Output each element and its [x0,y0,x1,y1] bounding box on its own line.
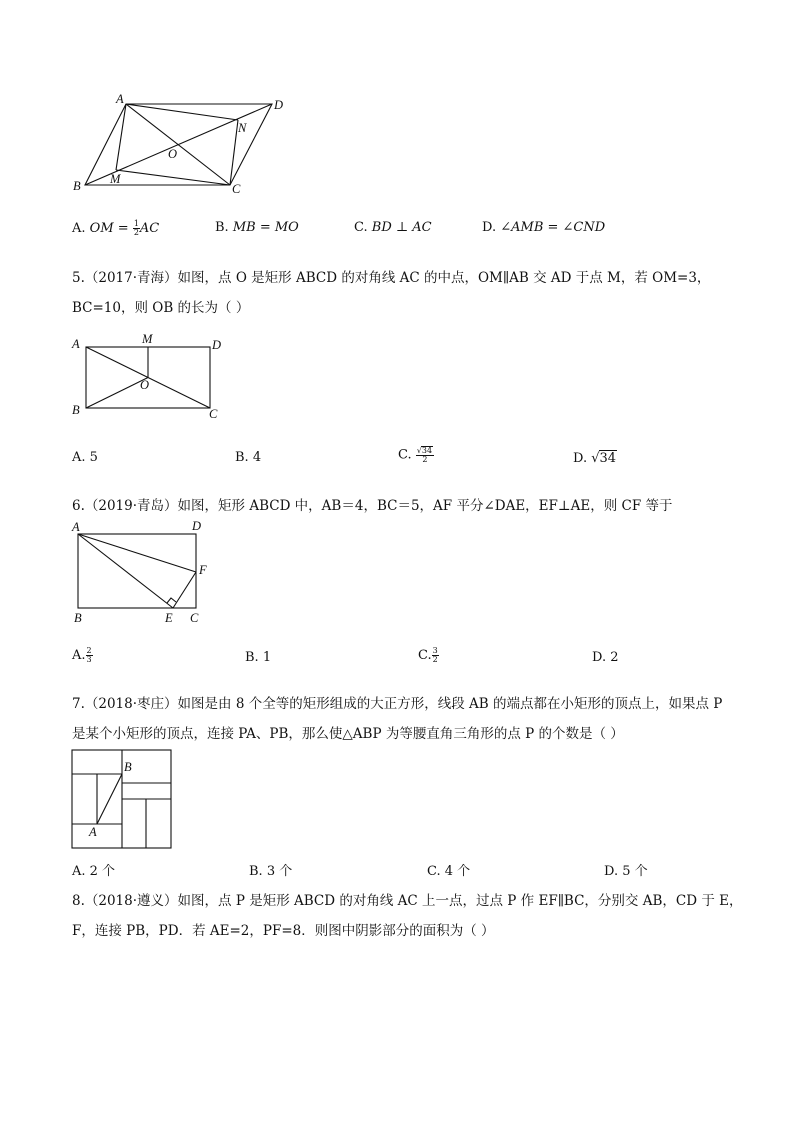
label-a: A [72,520,80,534]
fraction: $\frac{√34}{2}$ [416,446,433,464]
q5-option-b: B. 4 [235,450,262,465]
label-d: D [192,519,202,533]
q8-text-line2: F，连接 PB，PD．若 AE=2，PF=8．则图中阴影部分的面积为（ ） [72,923,495,939]
q4-option-c: C. BD ⊥ AC [354,220,432,235]
q5-text-line1: 5.（2017·青海）如图，点 O 是矩形 ABCD 的对角线 AC 的中点，OM∥AB 交 AD 于点 M，若 OM=3， [72,270,711,286]
q4-option-a: A. OM = $\frac{1}{2}$ AC [72,219,160,237]
segment-ae [78,534,173,608]
segment-nc [230,120,238,185]
q7-option-b: B. 3 个 [249,864,293,879]
q8-text-line1: 8.（2018·遵义）如图，点 P 是矩形 ABCD 的对角线 AC 上一点，过点 P 作 EF∥BC，分别交 AB，CD 于 E， [72,893,743,909]
rectangle-abcd [78,534,196,608]
q4-option-d: D. ∠AMB = ∠CND [482,220,606,235]
label-b: B [72,403,80,417]
label-m: M [110,172,121,186]
label-m: M [142,332,153,346]
figure-q7-square-grid [70,748,174,850]
segment-ef [173,572,196,608]
label-c: C [209,407,218,421]
figure-q5-rectangle [66,330,236,425]
right-angle-mark [167,598,176,603]
label-e: E [165,611,173,625]
segment-af [78,534,196,572]
q5-option-a: A. 5 [72,450,98,465]
q6-option-a: A. $\frac{2}{3}$ [72,646,92,664]
label-d: D [274,98,284,112]
fraction: $\frac{2}{3}$ [86,646,92,664]
q5-option-d: D. √34 [573,451,617,466]
figure-q6-rectangle [66,516,226,628]
label-a: A [116,92,124,106]
q7-text-line2: 是某个小矩形的顶点，连接 PA、PB，那么使△ABP 为等腰直角三角形的点 P 的个数是（ ） [72,726,624,742]
label-f: F [199,563,207,577]
q6-option-d: D. 2 [592,650,619,665]
label-c: C [232,182,241,196]
label-a: A [72,337,80,351]
label-o: O [168,147,178,161]
q7-text-line1: 7.（2018·枣庄）如图是由 8 个全等的矩形组成的大正方形，线段 AB 的端点都在小矩形的顶点上，如果点 P [72,696,723,712]
label-c: C [190,611,199,625]
label-b: B [73,179,81,193]
label-b: B [124,760,132,774]
q7-option-a: A. 2 个 [72,864,116,879]
q6-text-line1: 6.（2019·青岛）如图，矩形 ABCD 中，AB＝4，BC＝5，AF 平分∠DAE，EF⊥AE，则 CF 等于 [72,498,673,514]
label-a: A [89,825,97,839]
label-o: O [140,378,150,392]
q5-text-line2: BC=10，则 OB 的长为（ ） [72,300,250,316]
q5-option-c: C. $\frac{√34}{2}$ [398,446,433,464]
label-n: N [238,121,247,135]
q7-option-c: C. 4 个 [427,864,471,879]
q7-option-d: D. 5 个 [604,864,648,879]
segment-ab [97,774,122,824]
q4-option-b: B. MB = MO [215,220,299,235]
figure-q4-parallelogram [60,90,300,205]
q6-option-c: C. $\frac{3}{2}$ [418,646,438,664]
q6-option-b: B. 1 [245,650,272,665]
label-b: B [74,611,82,625]
label-d: D [212,338,222,352]
segment-bo [86,378,148,409]
fraction: $\frac{3}{2}$ [432,646,438,664]
fraction: $\frac{1}{2}$ [133,219,139,237]
